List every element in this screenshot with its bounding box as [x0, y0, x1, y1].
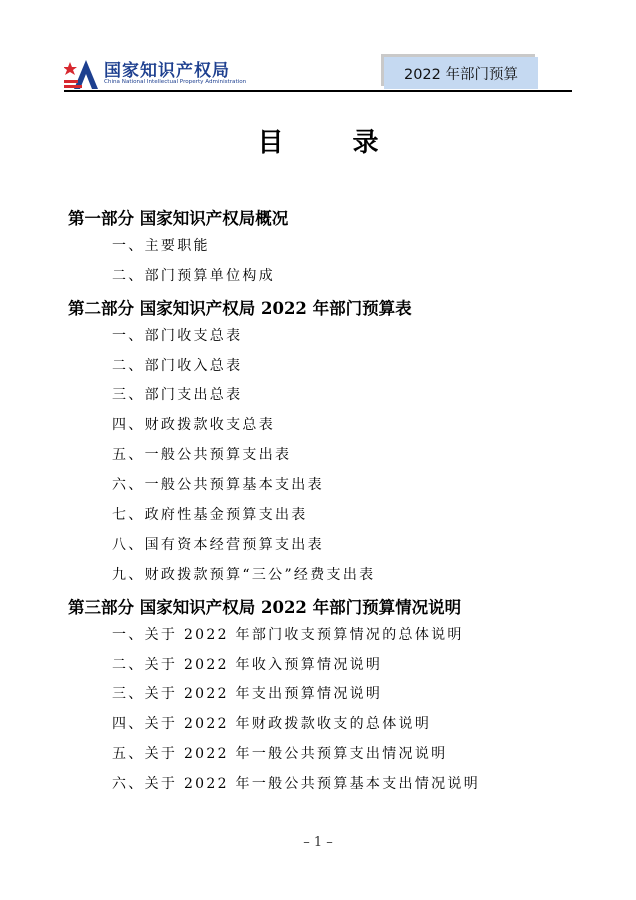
toc-item: 六、关于 2022 年一般公共预算基本支出情况说明	[112, 776, 481, 793]
toc-item: 一、关于 2022 年部门收支预算情况的总体说明	[112, 626, 464, 643]
toc-item: 三、关于 2022 年支出预算情况说明	[112, 686, 383, 703]
toc-item: 五、一般公共预算支出表	[112, 447, 292, 464]
toc-item: 九、财政拨款预算“三公”经费支出表	[112, 566, 376, 583]
org-name: 国家知识产权局	[104, 61, 230, 81]
toc-item: 五、关于 2022 年一般公共预算支出情况说明	[112, 746, 448, 763]
toc-item: 八、国有资本经营预算支出表	[112, 536, 324, 553]
toc-item: 三、部门支出总表	[112, 387, 243, 404]
toc-item: 一、部门收支总表	[112, 327, 243, 344]
toc-item: 一、主要职能	[112, 237, 210, 254]
page-title: 目 录	[257, 128, 409, 158]
toc-item: 二、关于 2022 年收入预算情况说明	[112, 656, 383, 673]
toc-item: 七、政府性基金预算支出表	[112, 507, 308, 523]
toc-item: 二、部门收入总表	[112, 357, 243, 374]
toc-part-heading: 第三部分 国家知识产权局 2022 年部门预算情况说明	[68, 597, 462, 617]
toc-item: 四、财政拨款收支总表	[112, 417, 275, 434]
toc-part-heading: 第一部分 国家知识产权局概况	[68, 209, 289, 228]
toc-item: 二、部门预算单位构成	[112, 267, 275, 284]
page-number: – 1 –	[303, 835, 333, 850]
doc-tag-label: 2022 年部门预算	[403, 67, 518, 83]
toc-part-heading: 第二部分 国家知识产权局 2022 年部门预算表	[68, 298, 412, 318]
toc-item: 六、一般公共预算基本支出表	[112, 477, 324, 494]
toc-item: 四、关于 2022 年财政拨款收支的总体说明	[112, 716, 432, 733]
org-name-en: China National Intellectual Property Administration	[104, 79, 247, 85]
